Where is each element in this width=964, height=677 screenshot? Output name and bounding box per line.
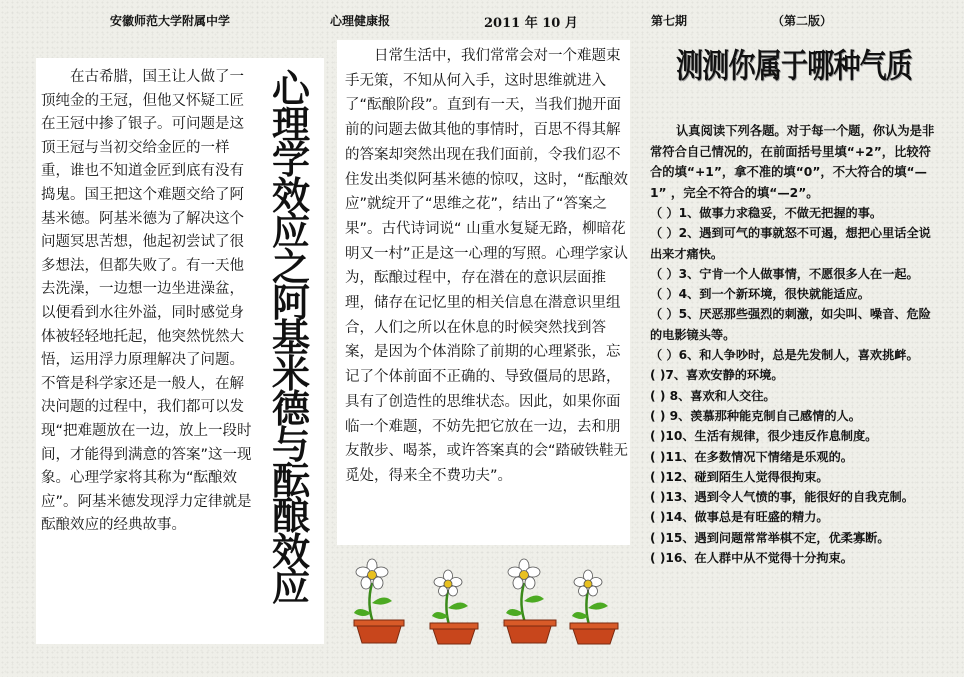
issue-date: 2011 年 10 月 xyxy=(484,16,578,31)
article-text-2: 日常生活中，我们常常会对一个难题束手无策，不知从何入手，这时思维就进入了“酝酿阶段”。直到有一天，当我们抛开面前的问题去做其他的事情时，百思不得其解的答案却突然出现在我们面前，令我们忍不住发出类似阿基米德的惊叹，这时，“酝酿效应”就绽开了“思维之花”，结出了“答案之果”。古代诗词说“ 山重水复疑无路，柳暗花明又一村”正是这一心理的写照。心理学家认为，酝酿过程中，存在潜在的意识层面推理，储存在记忆里的相关信息在潜意识里组合，人们之所以在休息的时候突然找到答案，是因为个体消除了前期的心理紧张，忘记了个体前面不正确的、导致僵局的思路，具有了创造性的思维状态。因此，如果你面临一个难题，不妨先把它放在一边，去和朋友散步、喝茶，或许答案真的会“踏破铁鞋无觅处，得来全不费功夫”。 xyxy=(345,48,629,484)
quiz-item: ( )16、在人群中从不觉得十分拘束。 xyxy=(650,551,853,566)
quiz-intro: 认真阅读下列各题。对于每一个题，你认为是非常符合自己情况的，在前面括号里填“+2”，比较符合的填“+1”，拿不准的填“0”，不大符合的填“—1” ，完全不符合的填“—2”。 xyxy=(650,124,935,200)
flower-pot-icon xyxy=(428,568,480,646)
quiz-item: ( )10、生活有规律，很少违反作息制度。 xyxy=(650,429,878,444)
flower-pot-icon xyxy=(568,568,620,646)
flower-pot-icon xyxy=(352,555,408,645)
quiz-item: ( ) 9、羡慕那种能克制自己感情的人。 xyxy=(650,408,861,423)
paper-name: 心理健康报 xyxy=(330,14,391,28)
quiz-item: ( ) 8、喜欢和人交往。 xyxy=(650,388,776,403)
quiz-item: （ ）5、厌恶那些强烈的刺激，如尖叫、噪音、危险的电影镜头等。 xyxy=(650,307,931,342)
quiz-item: （ ）6、和人争吵时，总是先发制人，喜欢挑衅。 xyxy=(650,348,919,363)
quiz-item: ( )12、碰到陌生人觉得很拘束。 xyxy=(650,469,829,484)
article-column-1 xyxy=(36,58,258,644)
quiz-item: （ ）4、到一个新环境，很快就能适应。 xyxy=(650,287,870,302)
page-number: （第二版） xyxy=(772,14,833,28)
article-title: 心理学效应之阿基米德与酝酿效应 xyxy=(271,67,310,610)
quiz-item: ( )13、遇到令人气愤的事，能很好的自我克制。 xyxy=(650,490,914,505)
page-header xyxy=(0,10,964,32)
quiz-item: （ ）1、做事力求稳妥，不做无把握的事。 xyxy=(650,206,883,220)
quiz-title: 测测你属于哪种气质 xyxy=(676,46,913,85)
article-text-1: 在古希腊，国王让人做了一顶纯金的王冠，但他又怀疑工匠在王冠中掺了银子。可问题是这顶王冠与当初交给金匠的一样重，谁也不知道金匠到底有没有捣鬼。国王把这个难题交给了阿基米德。阿基米德为了解决这个问题冥思苦想，他起初尝试了很多想法，但都失败了。有一天他去洗澡，一边想一边坐进澡盆，以便看到水往外溢，同时感觉身体被轻轻地托起，他突然恍然大悟，运用浮力原理解决了问题。不管是科学家还是一般人，在解决问题的过程中，我们都可以发现“把难题放在一边，放上一段时间，才能得到满意的答案”这一现象。心理学家将其称为“酝酿效应”。阿基米德发现浮力定律就是酝酿效应的经典故事。 xyxy=(41,69,252,534)
quiz-item: ( )14、做事总是有旺盛的精力。 xyxy=(650,510,829,525)
flower-pot-icon xyxy=(502,555,558,645)
quiz-item: ( )11、在多数情况下情绪是乐观的。 xyxy=(650,449,853,464)
quiz-item: ( )15、遇到问题常常举棋不定，优柔寡断。 xyxy=(650,530,890,545)
quiz-items xyxy=(650,203,942,568)
quiz-item: （ ）2、遇到可气的事就怒不可遏，想把心里话全说出来才痛快。 xyxy=(650,226,931,261)
quiz-item: ( )7、喜欢安静的环境。 xyxy=(650,368,784,383)
article-title-box xyxy=(258,58,324,644)
school-name: 安徽师范大学附属中学 xyxy=(110,14,231,28)
issue-number: 第七期 xyxy=(651,14,688,28)
article-column-2 xyxy=(337,40,630,545)
quiz-item: （ ）3、宁肯一个人做事情，不愿很多人在一起。 xyxy=(650,266,919,281)
